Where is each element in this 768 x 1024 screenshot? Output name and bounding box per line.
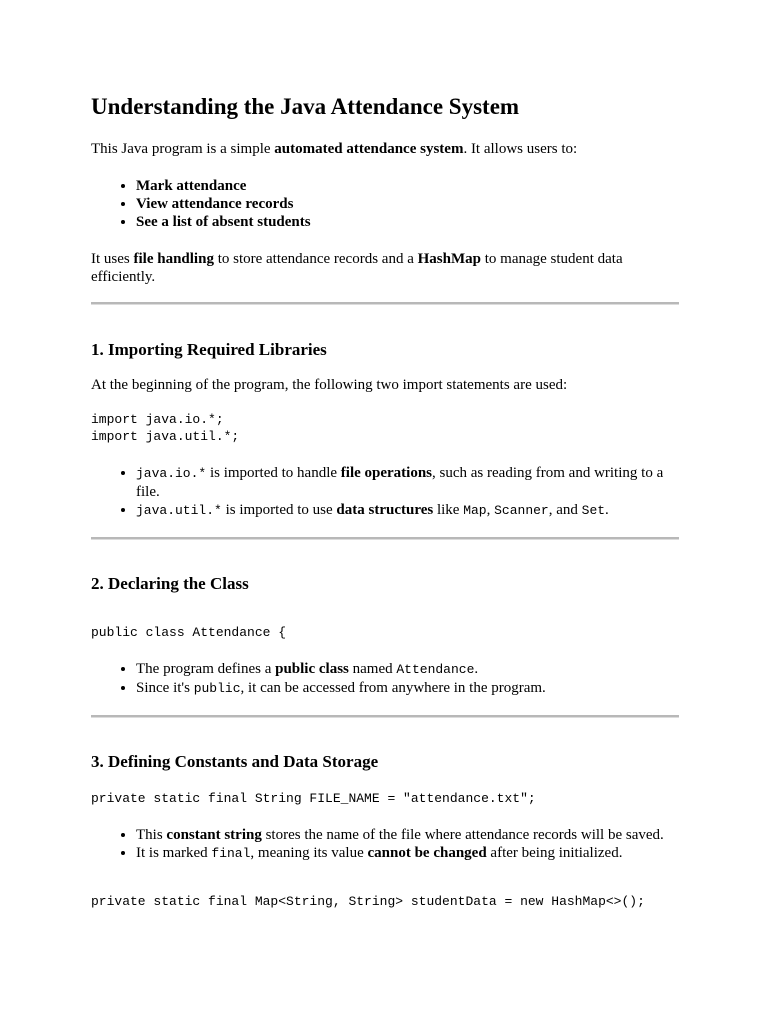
list-item: • It is marked final, meaning its value cannot be changed after being initialized. [136, 844, 679, 863]
list-item: • Since it's public, it can be accessed from anywhere in the program. [136, 679, 679, 698]
list-item: • This constant string stores the name of the file where attendance records will be saved. [136, 826, 679, 844]
section-heading-3: 3. Defining Constants and Data Storage [91, 752, 379, 771]
section-1-paragraph: At the beginning of the program, the following two import statements are used: [91, 377, 568, 393]
section-heading-1: 1. Importing Required Libraries [91, 340, 327, 359]
list-item: • The program defines a public class named Attendance. [136, 660, 679, 679]
list-item: • Mark attendance [136, 177, 679, 195]
code-block-student-data: private static final Map<String, String> studentData = new HashMap<>(); [91, 894, 645, 909]
section-3-list [91, 826, 679, 863]
section-divider [91, 537, 679, 540]
section-divider [91, 302, 679, 305]
list-item: • java.util.* is imported to use data structures like Map, Scanner, and Set. [136, 501, 679, 520]
section-2-list [91, 660, 679, 698]
section-1-list [91, 464, 679, 520]
list-item: • java.io.* is imported to handle file operations, such as reading from and writing to a file. [136, 464, 679, 501]
intro-features-list [91, 177, 679, 231]
intro-paragraph-2: It uses file handling to store attendance records and a HashMap to manage student data efficiently. [91, 251, 623, 285]
list-item: • View attendance records [136, 195, 679, 213]
code-block-file-name: private static final String FILE_NAME = "attendance.txt"; [91, 791, 536, 806]
list-item: • See a list of absent students [136, 213, 679, 231]
section-divider [91, 715, 679, 718]
section-heading-2: 2. Declaring the Class [91, 574, 249, 593]
code-block-class: public class Attendance { [91, 625, 287, 640]
document-content [91, 92, 679, 910]
intro-paragraph: This Java program is a simple automated attendance system. It allows users to: [91, 141, 578, 157]
page-title: Understanding the Java Attendance System [91, 94, 520, 119]
code-block-imports: import java.io.*; import java.util.*; [91, 412, 240, 444]
